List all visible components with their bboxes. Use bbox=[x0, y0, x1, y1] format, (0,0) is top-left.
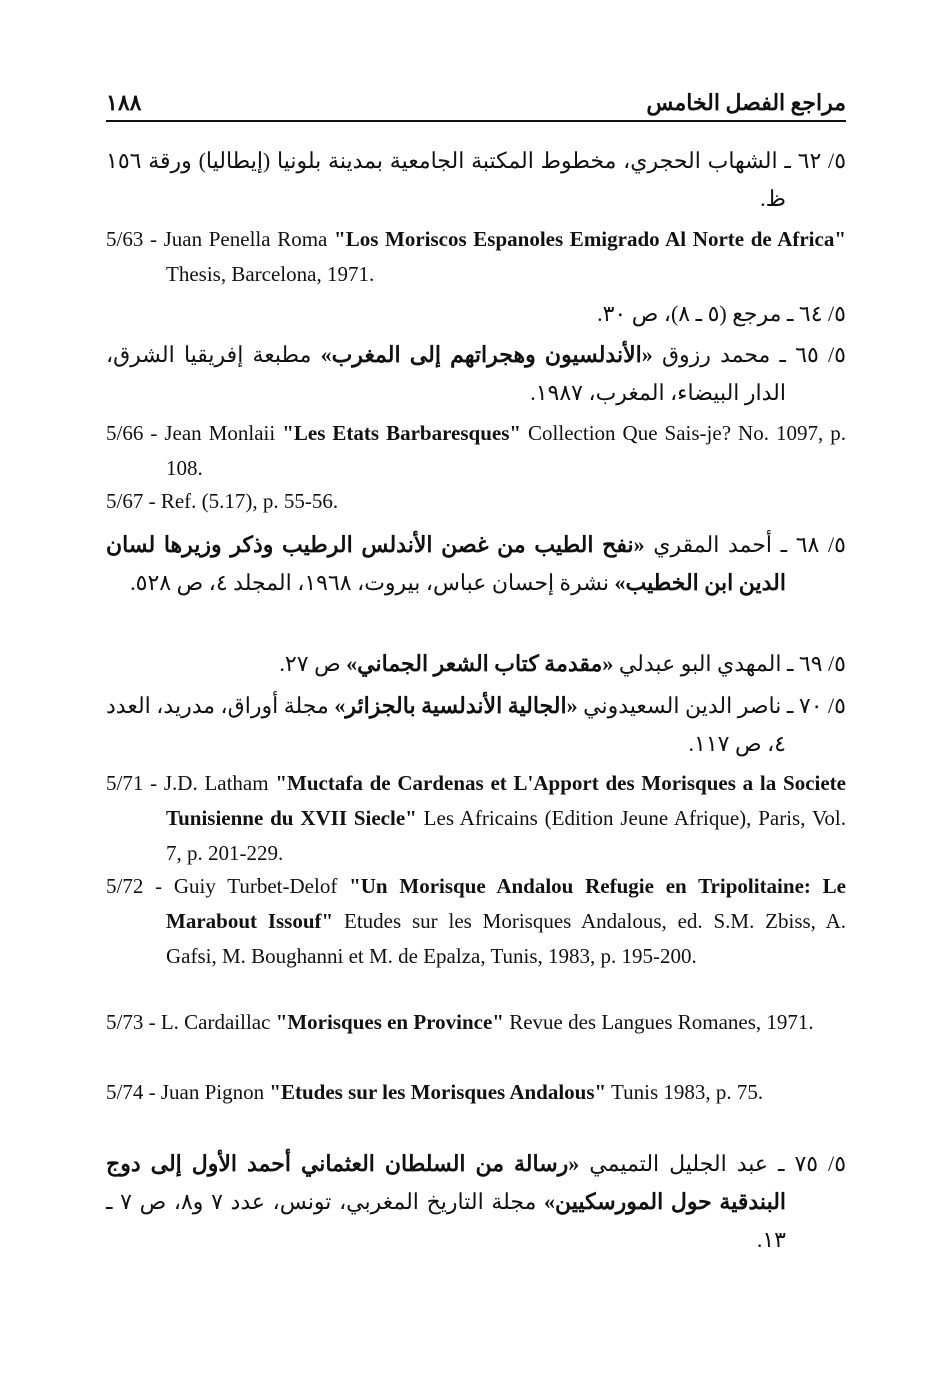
reference-entry: 5/67 - Ref. (5.17), p. 55-56. bbox=[106, 489, 339, 513]
reference-entry: ٥/ ٦٨ ـ أحمد المقري «نفح الطيب من غصن الأندلس الرطيب وذكر وزيرها لسان الدين ابن الخطيب» نشرة إحسان عباس، بيروت، ١٩٦٨، المجلد ٤، ص ٥٢٨. bbox=[106, 532, 846, 595]
reference-entry: 5/73 - L. Cardaillac "Morisques en Province" Revue des Langues Romanes, 1971. bbox=[106, 1010, 814, 1034]
chapter-title: مراجع الفصل الخامس bbox=[646, 90, 846, 115]
reference-entry: 5/63 - Juan Penella Roma "Los Moriscos Espanoles Emigrado Al Norte de Africa" Thesis, Barcelona, 1971. bbox=[106, 227, 846, 286]
page-header bbox=[106, 86, 846, 122]
reference-entry: ٥/ ٦٥ ـ محمد رزوق «الأندلسيون وهجراتهم إلى المغرب» مطبعة إفريقيا الشرق، الدار البيضاء، المغرب، ١٩٨٧. bbox=[106, 342, 846, 405]
reference-entry: 5/72 - Guiy Turbet-Delof "Un Morisque Andalou Refugie en Tripolitaine: Le Marabout Issouf" Etudes sur les Morisques Andalous, ed. S.M. Zbiss, A. Gafsi, M. Boughanni et M. de Epalza, Tunis, 1983, p. 195-200. bbox=[106, 874, 847, 968]
reference-entry: 5/71 - J.D. Latham "Muctafa de Cardenas et L'Apport des Morisques a la Societe Tunisienne du XVII Siecle" Les Africains (Edition Jeune Afrique), Paris, Vol. 7, p. 201-229. bbox=[106, 771, 846, 865]
reference-entry: 5/66 - Jean Monlaii "Les Etats Barbaresques" Collection Que Sais-je? No. 1097, p. 108. bbox=[106, 421, 846, 480]
reference-entry: ٥/ ٦٩ ـ المهدي البو عبدلي «مقدمة كتاب الشعر الجماني» ص ٢٧. bbox=[279, 651, 846, 676]
reference-entry: ٥/ ٧٥ ـ عبد الجليل التميمي «رسالة من السلطان العثماني أحمد الأول إلى دوج البندقية حول المورسكيين» مجلة التاريخ المغربي، تونس، عدد ٧ و٨، ص ٧ ـ ١٣. bbox=[106, 1151, 847, 1252]
reference-entry: ٥/ ٦٤ ـ مرجع (٥ ـ ٨)، ص ٣٠. bbox=[597, 301, 846, 326]
reference-entry: ٥/ ٧٠ ـ ناصر الدين السعيدوني «الجالية الأندلسية بالجزائر» مجلة أوراق، مدريد، العدد ٤، ص ١١٧. bbox=[106, 693, 846, 756]
page-number: ١٨٨ bbox=[106, 90, 142, 115]
reference-entry: ٥/ ٦٢ ـ الشهاب الحجري، مخطوط المكتبة الجامعية بمدينة بلونيا (إيطاليا) ورقة ١٥٦ ظ. bbox=[106, 148, 847, 211]
reference-entry: 5/74 - Juan Pignon "Etudes sur les Morisques Andalous" Tunis 1983, p. 75. bbox=[106, 1080, 764, 1104]
